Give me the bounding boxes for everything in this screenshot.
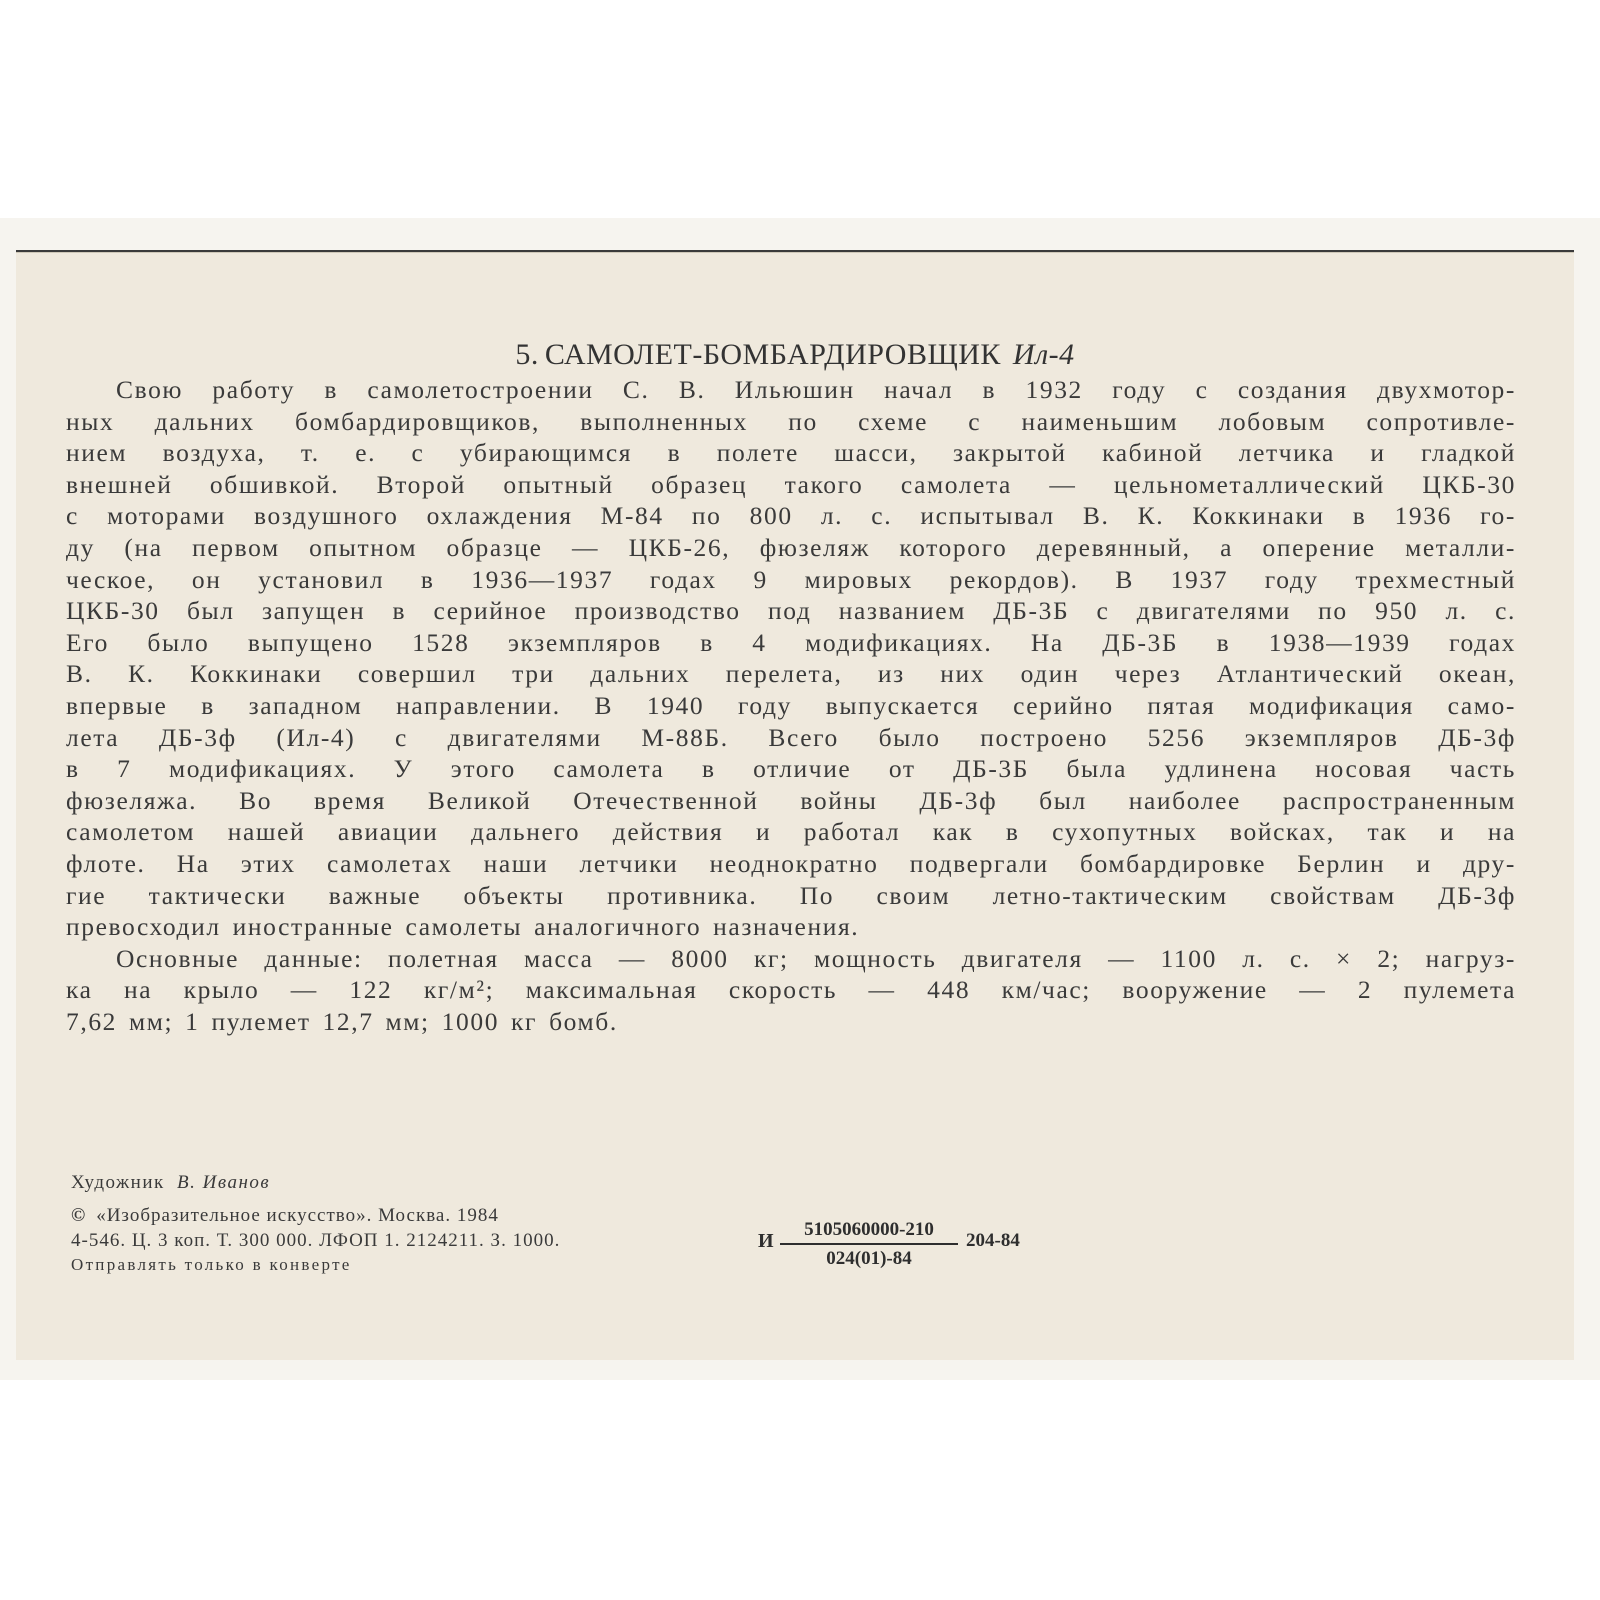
text-line: ду (на первом опытном образце — ЦКБ-26, фюзеляж которого деревянный, а оперение металли- — [66, 532, 1516, 562]
text-line: впервые в западном направлении. В 1940 году выпускается серийно пятая модификация само- — [66, 690, 1516, 720]
text-line: флоте. На этих самолетах наши летчики неоднократно подвергали бомбардировке Берлин и дру- — [66, 848, 1516, 878]
text-line: ных дальних бомбардировщиков, выполненных по схеме с наименьшим лобовым сопротивле- — [66, 406, 1516, 436]
text-line: внешней обшивкой. Второй опытный образец такого самолета — цельнометаллический ЦКБ-30 — [66, 469, 1516, 499]
index-letter: И — [758, 1230, 774, 1252]
text-line: гие тактически важные объекты противника. По своим летно-тактическим свойствам ДБ-3ф — [66, 880, 1516, 910]
text-line: ЦКБ-30 был запущен в серийное производство под названием ДБ-3Б с двигателями по 950 л. с. — [66, 596, 1516, 626]
text-line: фюзеляжа. Во время Великой Отечественной войны ДБ-3ф был наиболее распространенным — [66, 785, 1516, 815]
postcard-back — [16, 250, 1574, 1360]
artist-name: В. Иванов — [177, 1172, 271, 1193]
artist-label: Художник — [71, 1172, 165, 1193]
index-denominator: 024(01)-84 — [826, 1248, 912, 1269]
text-line: Свою работу в самолетостроении С. В. Ильюшин начал в 1932 году с создания двухмотор- — [116, 375, 1516, 404]
text-line: нием воздуха, т. е. с убирающимся в полете шасси, закрытой кабиной летчика и гладкой — [66, 438, 1516, 468]
title-model: Ил-4 — [1012, 338, 1075, 371]
index-numerator: 5105060000-210 — [780, 1219, 958, 1245]
publisher-line: «Изобразительное искусство». Москва. 1984 — [96, 1205, 499, 1226]
description-text — [66, 374, 1516, 1037]
text-line: превосходил иностранные самолеты аналогичного назначения. — [66, 912, 860, 942]
title-number: 5. — [515, 338, 539, 371]
specs-line: ка на крыло — 122 кг/м²; максимальная скорость — 448 км/час; вооружение — 2 пулемета — [66, 975, 1516, 1005]
text-line: самолетом нашей авиации дальнего действия и работал как в сухопутных войсках, так и на — [66, 817, 1516, 847]
index-code: 204-84 — [966, 1230, 1020, 1251]
index-fraction — [780, 1219, 958, 1270]
print-details: 4-546. Ц. 3 коп. Т. 300 000. ЛФОП 1. 2124211. З. 1000. — [71, 1230, 561, 1251]
text-line: с моторами воздушного охлаждения М-84 по 800 л. с. испытывал В. К. Коккинаки в 1936 го- — [66, 501, 1516, 531]
send-note: Отправлять только в конверте — [71, 1255, 352, 1274]
publisher-block — [71, 1203, 560, 1253]
copyright-symbol: © — [71, 1205, 87, 1226]
specs-line: Основные данные: полетная масса — 8000 кг; мощность двигателя — 1100 л. с. × 2; нагруз- — [116, 943, 1516, 973]
title-main: САМОЛЕТ-БОМБАРДИРОВЩИК — [544, 338, 1001, 371]
text-line: ческое, он установил в 1936—1937 годах 9 мировых рекордов). В 1937 году трехместный — [66, 564, 1516, 594]
text-line: лета ДБ-3ф (Ил-4) с двигателями М-88Б. Всего было построено 5256 экземпляров ДБ-3ф — [66, 722, 1516, 752]
artist-credit — [71, 1172, 560, 1194]
imprint — [71, 1172, 560, 1277]
text-line: в 7 модификациях. У этого самолета в отличие от ДБ-3Б была удлинена носовая часть — [66, 754, 1516, 784]
text-line: Его было выпущено 1528 экземпляров в 4 модификациях. На ДБ-3Б в 1938—1939 годах — [66, 627, 1516, 657]
specs-line: 7,62 мм; 1 пулемет 12,7 мм; 1000 кг бомб. — [66, 1006, 618, 1036]
card-title — [16, 338, 1574, 372]
text-line: В. К. Коккинаки совершил три дальних перелета, из них один через Атлантический океан, — [66, 659, 1516, 689]
